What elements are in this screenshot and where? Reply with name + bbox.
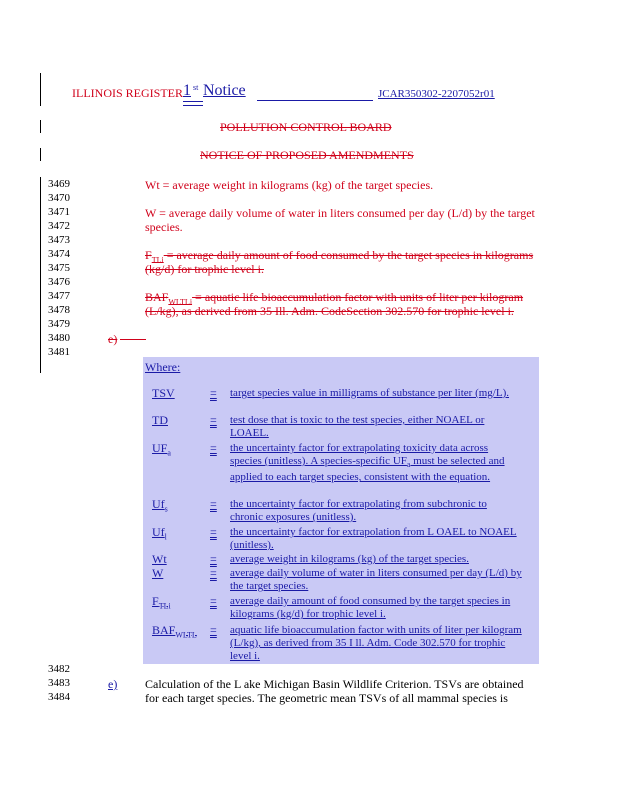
line-number: 3484 (48, 691, 70, 703)
baf-definition-line1: $BAF_{WLTLi}$ = aquatic life bioaccumulation factor with units of liter per kilogram (145, 290, 524, 307)
notice-fill-line (257, 100, 373, 101)
line-number: 3483 (48, 677, 70, 689)
def-term-ufs: $Uf_s$ (152, 497, 168, 514)
def-text-ufs: the uncertainty factor for extrapolating from subchronic to chronic exposures (unitless). (230, 498, 487, 523)
section-e-line1: Calculation of the L ake Michigan Basin Wildlife Criterion. TSVs are obtained (145, 677, 524, 691)
line-number: 3480 (48, 332, 70, 344)
equals-sign: = (210, 497, 217, 511)
line-number: 3478 (48, 304, 70, 316)
line-number: 3471 (48, 206, 70, 218)
register-label: ILLINOIS REGISTER (72, 86, 183, 100)
ftl-definition-line1: $F_{TLi}$ = average daily amount of food consumed by the target species in kilograms (145, 248, 534, 265)
line-number: 3470 (48, 192, 70, 204)
def-text-ufl: the uncertainty factor for extrapolation from L OAEL to NOAEL (unitless). (230, 526, 517, 551)
line-number: 3481 (48, 346, 70, 358)
def-term-w: W (152, 566, 164, 580)
line-number: 3482 (48, 663, 70, 675)
equals-sign: = (210, 413, 217, 427)
change-bar (40, 120, 41, 133)
notice-title: NOTICE OF PROPOSED AMENDMENTS (200, 148, 414, 162)
line-number: 3474 (48, 248, 70, 260)
def-term-wt: Wt (152, 552, 167, 566)
line-number: 3475 (48, 262, 70, 274)
where-label: Where: (145, 360, 181, 374)
equals-sign: = (210, 386, 217, 400)
line-number: 3473 (48, 234, 70, 246)
def-text-ftli: average daily amount of food consumed by the target species in kilograms (kg/d) for trophic level i. (230, 595, 511, 620)
def-text-tsv: target species value in milligrams of substance per liter (mg/L). (230, 387, 509, 399)
w-definition-line2: species. (145, 220, 183, 234)
change-bar (40, 73, 41, 106)
notice-label: Notice (203, 82, 246, 99)
line-number: 3476 (48, 276, 70, 288)
equals-sign: = (210, 525, 217, 539)
def-term-tsv: TSV (152, 386, 175, 400)
def-term-ufl: $Uf_l$ (152, 525, 167, 542)
def-term-baf: $BAF_{WLTL}$ (152, 623, 197, 640)
equals-sign: = (210, 566, 217, 580)
header-double-rule (183, 101, 203, 106)
def-term-td: TD (152, 413, 168, 427)
def-text-td: test dose that is toxic to the test species, either NOAEL or LOAEL. (230, 414, 485, 439)
equals-sign: = (210, 594, 217, 608)
equals-sign: = (210, 623, 217, 637)
deleted-subsection-rule (120, 339, 146, 340)
def-text-baf: aquatic life bioaccumulation factor with units of liter per kilogram (L/kg), as derived from 35 I ll. Adm. Code 302.570 for trophic level i. (230, 624, 522, 662)
line-number: 3469 (48, 178, 70, 190)
w-definition-line1: W = average daily volume of water in liters consumed per day (L/d) by the target (145, 206, 535, 220)
def-text-ufa: the uncertainty factor for extrapolating toxicity data across species (unitless). A species-specific $UF_a$ must be selected and applied to each target species, consistent with the equation. (230, 442, 505, 484)
def-term-ftli: $F_{TLi}$ (152, 594, 171, 611)
def-text-wt: average weight in kilograms (kg) of the target species. (230, 553, 469, 565)
section-e-line2: for each target species. The geometric mean TSVs of all mammal species is (145, 691, 508, 705)
equals-sign: = (210, 441, 217, 455)
change-bar (40, 148, 41, 161)
board-name: POLLUTION CONTROL BOARD (220, 120, 392, 134)
baf-definition-line2: (L/kg), as derived from 35 Ill. Adm. CodeSection 302.570 for trophic level i. (145, 304, 514, 318)
register-number: 1 (183, 82, 191, 99)
section-e-label: e) (108, 677, 118, 691)
line-number: 3479 (48, 318, 70, 330)
deleted-subsection-e: e) (108, 332, 118, 346)
line-number: 3477 (48, 290, 70, 302)
jcar-code: JCAR350302-2207052r01 (378, 88, 495, 100)
register-number-suffix: st (193, 83, 199, 92)
line-number: 3472 (48, 220, 70, 232)
ftl-definition-line2: (kg/d) for trophic level i. (145, 262, 264, 276)
def-text-w: average daily volume of water in liters consumed per day (L/d) by the target species. (230, 567, 522, 592)
def-term-ufa: $UF_a$ (152, 441, 171, 458)
wt-definition: Wt = average weight in kilograms (kg) of the target species. (145, 178, 434, 192)
change-bar (40, 177, 41, 373)
equals-sign: = (210, 552, 217, 566)
